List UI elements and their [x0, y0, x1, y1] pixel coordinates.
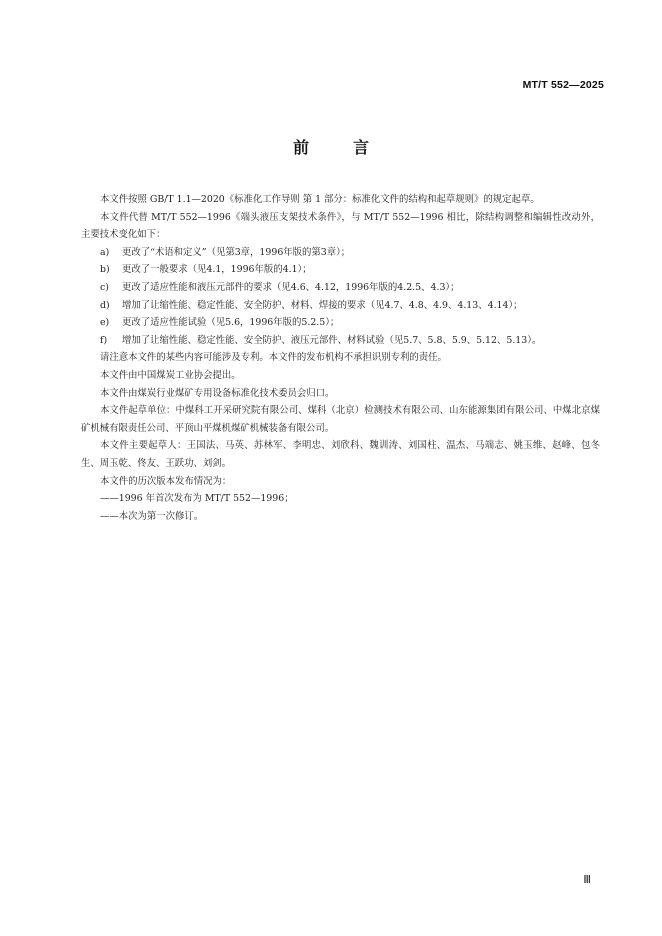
- list-item: [81, 279, 600, 297]
- paragraph-history-intro: 本文件的历次版本发布情况为：: [100, 475, 232, 487]
- list-item-marker: e): [100, 317, 110, 329]
- list-item-text: 更改了一般要求（见4.1，1996年版的4.1）；: [122, 264, 312, 276]
- foreword-body: [81, 191, 600, 525]
- list-item-text: 更改了适应性能试验（见5.6，1996年版的5.2.5）；: [122, 317, 340, 329]
- list-item-text: 更改了适应性能和液压元部件的要求（见4.6、4.12，1996年版的4.2.5、4.3）；: [122, 281, 460, 293]
- list-item-text: 增加了让缩性能、稳定性能、安全防护、液压元部件、材料试验（见5.7、5.8、5.9、5.12、5.13）。: [122, 334, 542, 346]
- list-item-marker: f): [100, 334, 108, 346]
- paragraph-proposer: 本文件由中国煤炭工业协会提出。: [100, 369, 241, 381]
- list-item-marker: d): [100, 299, 110, 311]
- list-item: [81, 314, 600, 332]
- page-number: Ⅲ: [583, 874, 591, 886]
- list-item: [81, 244, 600, 262]
- list-item-marker: b): [100, 264, 110, 276]
- history-item: ——本次为第一次修订。: [100, 510, 204, 522]
- list-item: [81, 261, 600, 279]
- list-item-marker: a): [100, 246, 110, 258]
- paragraph-committee: 本文件由煤炭行业煤矿专用设备标准化技术委员会归口。: [100, 387, 335, 399]
- list-item: [81, 297, 600, 315]
- history-item: ——1996 年首次发布为 MT/T 552—1996；: [100, 493, 294, 505]
- list-item-marker: c): [100, 281, 109, 293]
- list-item-text: 增加了让缩性能、稳定性能、安全防护、材料、焊接的要求（见4.7、4.8、4.9、4.13、4.14）；: [122, 299, 523, 311]
- paragraph-patent-notice: 请注意本文件的某些内容可能涉及专利。本文件的发布机构不承担识别专利的责任。: [100, 352, 447, 364]
- list-item-text: 更改了“术语和定义”（见第3章，1996年版的第3章）；: [122, 246, 351, 258]
- paragraph-drafting-units: 本文件起草单位：中煤科工开采研究院有限公司、煤科（北京）检测技术有限公司、山东能源集团有限公司、中煤北京煤矿机械有限责任公司、平顶山平煤机煤矿机械装备有限公司。: [81, 405, 600, 434]
- paragraph-drafters: 本文件主要起草人：王国法、马英、苏林军、李明忠、刘欣科、魏训涛、刘国柱、温杰、马端志、姚玉维、赵峰、包冬生、周玉乾、佟友、王跃功、刘剑。: [81, 440, 600, 469]
- page-title: 前言: [292, 138, 413, 157]
- paragraph-drafting-rules: 本文件按照 GB/T 1.1—2020《标准化工作导则 第 1 部分：标准化文件的结构和起草规则》的规定起草。: [100, 194, 540, 205]
- paragraph-replacement: 本文件代替 MT/T 552—1996《端头液压支架技术条件》，与 MT/T 552—1996 相比，除结构调整和编辑性改动外，主要技术变化如下：: [81, 211, 600, 241]
- list-item: [81, 332, 600, 350]
- standard-code: MT/T 552—2025: [522, 79, 604, 91]
